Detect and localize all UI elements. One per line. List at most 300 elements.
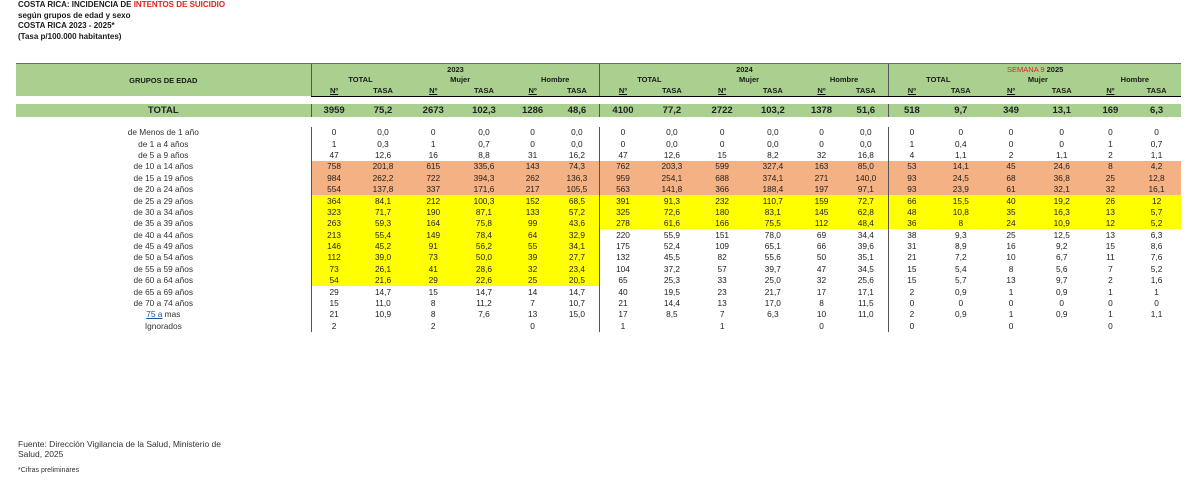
cell-value: 12,8 (1132, 172, 1181, 183)
cell-value: 220 (600, 229, 646, 240)
cell-value: 32 (511, 263, 554, 274)
age-group-label: de 55 a 59 años (133, 263, 194, 274)
count-column-header: Nº (698, 85, 746, 96)
cell-value: 762 (600, 161, 646, 172)
cell-value: 0 (600, 127, 646, 138)
cell-value: 50 (816, 252, 827, 263)
cell-value: 32 (816, 275, 827, 286)
cell-value: 232 (698, 195, 746, 206)
cell-value: 391 (600, 195, 646, 206)
cell-value: 13 (1006, 275, 1016, 286)
cell-value: 10,8 (934, 206, 987, 217)
cell-value: 213 (311, 229, 357, 240)
cell-value: 143 (511, 161, 554, 172)
cell-value: 10 (816, 309, 827, 320)
cell-value: 8,2 (767, 149, 779, 160)
cell-value: 0,9 (955, 286, 967, 297)
cell-value: 7 (719, 309, 725, 320)
cell-value: 0 (530, 320, 535, 331)
cell-value: 65,1 (764, 241, 781, 252)
cell-value: 722 (409, 172, 457, 183)
cell-value: 97,1 (843, 183, 889, 194)
cell-value: 39 (511, 252, 554, 263)
cell-value: 6,3 (767, 309, 779, 320)
age-group-label: de 15 a 19 años (133, 172, 194, 183)
cell-value: 55,9 (663, 229, 680, 240)
cell-value: 47 (600, 149, 646, 160)
cell-value: 56,2 (457, 240, 511, 251)
cell-value: 82 (717, 252, 727, 263)
age-group-label: de Menos de 1 año (127, 127, 199, 138)
cell-value: 0,0 (377, 127, 389, 138)
rate-column-header: TASA (746, 85, 800, 96)
cell-value: 4,2 (1132, 161, 1181, 172)
cell-value: 68,5 (554, 195, 600, 206)
cell-value: 0 (600, 138, 646, 149)
cell-value: 5,7 (1132, 206, 1181, 217)
report-title: COSTA RICA: INCIDENCIA DE INTENTOS DE SUICIDIO (18, 0, 226, 9)
count-column-header: Nº (889, 85, 935, 96)
cell-value: 21 (600, 297, 646, 308)
total-value: 2673 (409, 104, 457, 117)
cell-value: 16 (428, 149, 438, 160)
cell-value: 7 (1108, 263, 1113, 274)
total-value: 51,6 (843, 104, 889, 117)
preliminary-note: *Cifras preliminares (18, 467, 80, 474)
cell-value: 12,5 (1053, 229, 1070, 240)
cell-value: 47 (816, 263, 827, 274)
cell-value: 0,0 (571, 127, 583, 138)
cell-value: 262 (511, 172, 554, 183)
total-value: 3959 (311, 104, 357, 117)
cell-value: 6,7 (1055, 252, 1068, 263)
cell-value: 159 (800, 195, 843, 206)
cell-value: 1,6 (1150, 275, 1163, 286)
table-row (16, 149, 1181, 160)
cell-value: 36,8 (1035, 172, 1089, 183)
cell-value: 163 (800, 161, 843, 172)
cell-value: 0,0 (767, 138, 779, 149)
rate-column-header: TASA (934, 85, 987, 96)
cell-value: 16,1 (1132, 183, 1181, 194)
cell-value: 55 (511, 240, 554, 251)
source-line-2: Salud, 2025 (18, 449, 64, 459)
cell-value: 0,3 (377, 138, 389, 149)
table-row (16, 172, 1181, 183)
cell-value: 1 (1108, 286, 1113, 297)
rate-column-header: TASA (1132, 85, 1181, 96)
cell-value: 47 (311, 149, 357, 160)
cell-value: 23,9 (934, 183, 987, 194)
cell-value: 69 (816, 229, 827, 240)
cell-value: 164 (409, 218, 457, 229)
cell-value: 73 (311, 263, 357, 274)
age-group-label (16, 309, 311, 320)
cell-value: 21,6 (357, 275, 410, 286)
cell-value: 40 (600, 286, 646, 297)
cell-value: 0,9 (1055, 309, 1068, 320)
total-value: 169 (1089, 104, 1132, 117)
cell-value (457, 320, 511, 331)
rate-column-header: TASA (646, 85, 699, 96)
cell-value: 26,1 (357, 263, 410, 274)
cell-value: 141,8 (646, 183, 699, 194)
cell-value: 16,3 (1035, 206, 1089, 217)
count-column-header: Nº (987, 85, 1035, 96)
cell-value: 327,4 (746, 161, 800, 172)
cell-value: 132 (600, 252, 646, 263)
cell-value: 11,0 (375, 298, 391, 309)
cell-value: 0 (819, 127, 824, 138)
cell-value: 1 (1108, 138, 1113, 149)
cell-value: 17,1 (857, 286, 874, 297)
cell-value: 104 (600, 263, 646, 274)
cell-value: 15,5 (934, 195, 987, 206)
cell-value: 29 (311, 286, 357, 297)
cell-value: 136,3 (554, 172, 600, 183)
cell-value: 66 (816, 241, 827, 252)
rate-column-header: TASA (457, 85, 511, 96)
cell-value: 35,1 (857, 252, 874, 263)
total-value: 518 (889, 104, 935, 117)
table-row (16, 138, 1181, 149)
cell-value: 12 (1132, 195, 1181, 206)
total-row (16, 104, 1181, 117)
cell-value: 17 (816, 286, 827, 297)
year-2024: 2024 (600, 64, 889, 75)
subgroup-header: TOTAL (600, 75, 698, 86)
age-group-label: de 60 a 64 años (133, 275, 194, 286)
cell-value: 364 (311, 195, 357, 206)
cell-value: 52,4 (663, 241, 680, 252)
cell-value: 394,3 (457, 172, 511, 183)
table-row (16, 320, 1181, 331)
cell-value: 14,1 (934, 161, 987, 172)
cell-value: 14,4 (663, 298, 680, 309)
cell-value: 0 (530, 138, 535, 149)
cell-value: 8,8 (478, 149, 490, 160)
cell-value: 0 (1154, 127, 1159, 138)
cell-value: 8 (1008, 263, 1014, 274)
cell-value: 24 (987, 218, 1035, 229)
total-value: 75,2 (357, 104, 410, 117)
cell-value: 16 (1006, 241, 1016, 252)
count-column-header: Nº (800, 85, 843, 96)
cell-value: 1,1 (955, 149, 967, 160)
cell-value: 45 (987, 161, 1035, 172)
cell-value: 2 (311, 320, 357, 331)
cell-value: 38 (889, 229, 935, 240)
cell-value: 32 (1089, 183, 1132, 194)
table-row (16, 309, 1181, 320)
cell-value: 0 (311, 127, 357, 138)
cell-value: 188,4 (746, 183, 800, 194)
cell-value: 8,6 (1150, 241, 1163, 252)
cell-value: 54 (311, 275, 357, 286)
cell-value: 212 (409, 195, 457, 206)
cell-value: 12 (1089, 218, 1132, 229)
cell-value: 32,9 (554, 229, 600, 240)
rate-column-header: TASA (357, 85, 410, 96)
cell-value: 0 (958, 298, 964, 309)
cell-value: 203,3 (646, 161, 699, 172)
cell-value: 32 (816, 149, 827, 160)
cell-value: 0 (719, 138, 725, 149)
cell-value: 325 (600, 206, 646, 217)
cell-value: 0 (1108, 298, 1113, 309)
age-group-link[interactable]: 75 a (146, 309, 163, 320)
cell-value (1132, 320, 1181, 331)
cell-value: 688 (698, 172, 746, 183)
cell-value: 15 (311, 297, 357, 308)
cell-value: 31 (528, 149, 538, 160)
year-2023: 2023 (311, 64, 600, 75)
cell-value: 110,7 (746, 195, 800, 206)
cell-value: 0,0 (860, 127, 872, 138)
cell-value: 15 (889, 263, 935, 274)
cell-value: 55,4 (357, 229, 410, 240)
cell-value: 0 (1154, 298, 1159, 309)
cell-value: 87,1 (457, 206, 511, 217)
cell-value: 0,4 (955, 138, 967, 149)
total-label: TOTAL (16, 104, 311, 117)
cell-value: 25,3 (663, 275, 680, 286)
cell-value: 0 (958, 127, 964, 138)
age-group-label: de 20 a 24 años (133, 184, 194, 195)
cell-value: 39,0 (357, 252, 410, 263)
total-value: 6,3 (1132, 104, 1181, 117)
cell-value: 91 (409, 240, 457, 251)
cell-value: 1,1 (1150, 309, 1163, 320)
cell-value: 1,1 (1055, 149, 1068, 160)
cell-value: 0 (1059, 298, 1065, 309)
cell-value: 14 (528, 286, 538, 297)
cell-value: 0 (1008, 320, 1014, 331)
cell-value: 14,7 (568, 286, 585, 297)
cell-value: 17,0 (764, 298, 781, 309)
cell-value: 263 (311, 218, 357, 229)
cell-value: 2 (430, 320, 436, 331)
cell-value: 16,2 (568, 149, 585, 160)
cell-value: 2 (889, 286, 935, 297)
table-row (16, 183, 1181, 194)
rate-column-header: TASA (554, 85, 600, 96)
cell-value: 9,7 (1055, 275, 1068, 286)
cell-value: 0 (1059, 127, 1065, 138)
cell-value: 0 (819, 138, 824, 149)
source-note (18, 439, 221, 459)
age-group-label: de 25 a 29 años (133, 195, 194, 206)
cell-value: 34,5 (857, 263, 874, 274)
subgroup-header: TOTAL (889, 75, 987, 86)
total-value: 349 (987, 104, 1035, 117)
cell-value: 0,0 (571, 138, 583, 149)
cell-value: 109 (715, 241, 730, 252)
count-column-header: Nº (311, 85, 357, 96)
cell-value: 1 (889, 138, 935, 149)
cell-value: 48,4 (843, 218, 889, 229)
cell-value: 39,6 (857, 241, 874, 252)
cell-value: 2 (1108, 149, 1113, 160)
report-header (18, 0, 225, 42)
cell-value: 43,6 (554, 218, 600, 229)
cell-value: 7,6 (1150, 252, 1163, 263)
age-group-label: de 35 a 39 años (133, 218, 194, 229)
cell-value: 23,4 (554, 263, 600, 274)
cell-value: 13 (1105, 229, 1116, 240)
cell-value: 73 (409, 252, 457, 263)
cell-value: 15 (717, 149, 727, 160)
cell-value: 53 (889, 161, 935, 172)
table-row (16, 161, 1181, 172)
cell-value: 0 (1008, 298, 1014, 309)
cell-value: 55,6 (764, 252, 781, 263)
cell-value: 0 (1108, 127, 1113, 138)
cell-value: 7,6 (478, 309, 490, 320)
cell-value: 16,8 (857, 149, 874, 160)
cell-value: 201,8 (357, 161, 410, 172)
age-group-label: de 65 a 69 años (133, 286, 194, 297)
subgroup-header: Hombre (1089, 75, 1181, 86)
total-value: 1286 (511, 104, 554, 117)
cell-value: 12,6 (374, 149, 392, 160)
cell-value: 0 (1108, 320, 1113, 331)
subgroup-header: Hombre (800, 75, 889, 86)
table-row (16, 275, 1181, 286)
cell-value: 25 (1006, 229, 1016, 240)
cell-value: 563 (600, 183, 646, 194)
cell-value: 2 (889, 309, 935, 320)
cell-value: 8,5 (666, 309, 678, 320)
cell-value: 5,2 (1150, 263, 1163, 274)
cell-value: 13 (717, 298, 727, 309)
cell-value: 93 (889, 183, 935, 194)
title-highlight: INTENTOS DE SUICIDIO (133, 0, 226, 9)
cell-value: 13 (528, 309, 538, 320)
cell-value: 50,0 (457, 252, 511, 263)
total-value: 1378 (800, 104, 843, 117)
cell-value: 335,6 (457, 161, 511, 172)
cell-value: 0 (1059, 138, 1065, 149)
cell-value: 0,0 (666, 127, 678, 138)
subgroup-header: TOTAL (311, 75, 409, 86)
cell-value: 78,4 (457, 229, 511, 240)
cell-value: 278 (600, 218, 646, 229)
cell-value: 84,1 (357, 195, 410, 206)
total-value: 102,3 (457, 104, 511, 117)
cell-value: 33 (717, 275, 727, 286)
cell-value: 5,4 (955, 263, 967, 274)
cell-value: 34,4 (857, 229, 874, 240)
table-row (16, 297, 1181, 308)
cell-value (646, 320, 699, 331)
cell-value: 145 (800, 206, 843, 217)
total-value: 103,2 (746, 104, 800, 117)
cell-value: 35 (987, 206, 1035, 217)
cell-value: 75,8 (457, 218, 511, 229)
cell-value: 0,7 (1150, 138, 1163, 149)
cell-value: 5,6 (1055, 263, 1068, 274)
cell-value: 28,6 (457, 263, 511, 274)
cell-value: 758 (311, 161, 357, 172)
age-group-label: de 50 a 54 años (133, 252, 194, 263)
cell-value: 14,7 (374, 286, 392, 297)
cell-value: 10,7 (568, 298, 585, 309)
cell-value: 26 (1089, 195, 1132, 206)
cell-value: 15 (889, 275, 935, 286)
cell-value: 7 (530, 298, 535, 309)
table-row (16, 218, 1181, 229)
cell-value: 11,5 (858, 298, 874, 309)
age-group-label-rest: mas (162, 309, 181, 320)
cell-value: 151 (715, 229, 730, 240)
rate-column-header: TASA (843, 85, 889, 96)
cell-value: 93 (889, 172, 935, 183)
cell-value: 0 (530, 127, 535, 138)
cell-value: 20,5 (554, 275, 600, 286)
age-group-label: de 45 a 49 años (133, 241, 194, 252)
cell-value: 61 (987, 183, 1035, 194)
cell-value: 45,2 (357, 240, 410, 251)
age-group-label: de 1 a 4 años (138, 138, 189, 149)
cell-value: 24,5 (934, 172, 987, 183)
cell-value: 0 (819, 320, 824, 331)
cell-value: 100,3 (457, 195, 511, 206)
cell-value: 180 (698, 206, 746, 217)
cell-value: 254,1 (646, 172, 699, 183)
cell-value: 14,7 (475, 286, 493, 297)
total-value: 13,1 (1035, 104, 1089, 117)
cell-value: 19,5 (663, 286, 680, 297)
cell-value: 45,5 (663, 252, 680, 263)
cell-value: 0 (1008, 127, 1014, 138)
cell-value: 0,7 (478, 138, 490, 149)
count-column-header: Nº (600, 85, 646, 96)
source-line-1: Fuente: Dirección Vigilancia de la Salud, Ministerio de (18, 439, 222, 449)
cell-value (1035, 320, 1089, 331)
table-row (16, 229, 1181, 240)
cell-value: 65 (600, 275, 646, 286)
cell-value: 75,5 (746, 218, 800, 229)
cell-value: 984 (311, 172, 357, 183)
cell-value: 1 (1108, 309, 1113, 320)
rate-column-header: TASA (1035, 85, 1089, 96)
table-row (16, 206, 1181, 217)
cell-value: 17 (600, 309, 646, 320)
cell-value: 48 (889, 206, 935, 217)
cell-value: 959 (600, 172, 646, 183)
cell-value: 0 (889, 297, 935, 308)
cell-value (746, 320, 800, 331)
total-value: 48,6 (554, 104, 600, 117)
cell-value: 1 (311, 138, 357, 149)
group-header: GRUPOS DE EDAD (16, 64, 311, 97)
cell-value: 91,3 (646, 195, 699, 206)
cell-value: 72,6 (646, 206, 699, 217)
cell-value: 36 (889, 218, 935, 229)
subgroup-header: Mujer (698, 75, 799, 86)
cell-value: 133 (511, 206, 554, 217)
cell-value: 8 (1089, 161, 1132, 172)
cell-value: 8 (430, 298, 436, 309)
age-group-label: de 40 a 44 años (133, 229, 194, 240)
cell-value (357, 320, 410, 331)
cell-value: 21 (889, 252, 935, 263)
cell-value: 1 (600, 320, 646, 331)
cell-value: 57,2 (554, 206, 600, 217)
cell-value: 83,1 (746, 206, 800, 217)
cell-value: 27,7 (554, 252, 600, 263)
